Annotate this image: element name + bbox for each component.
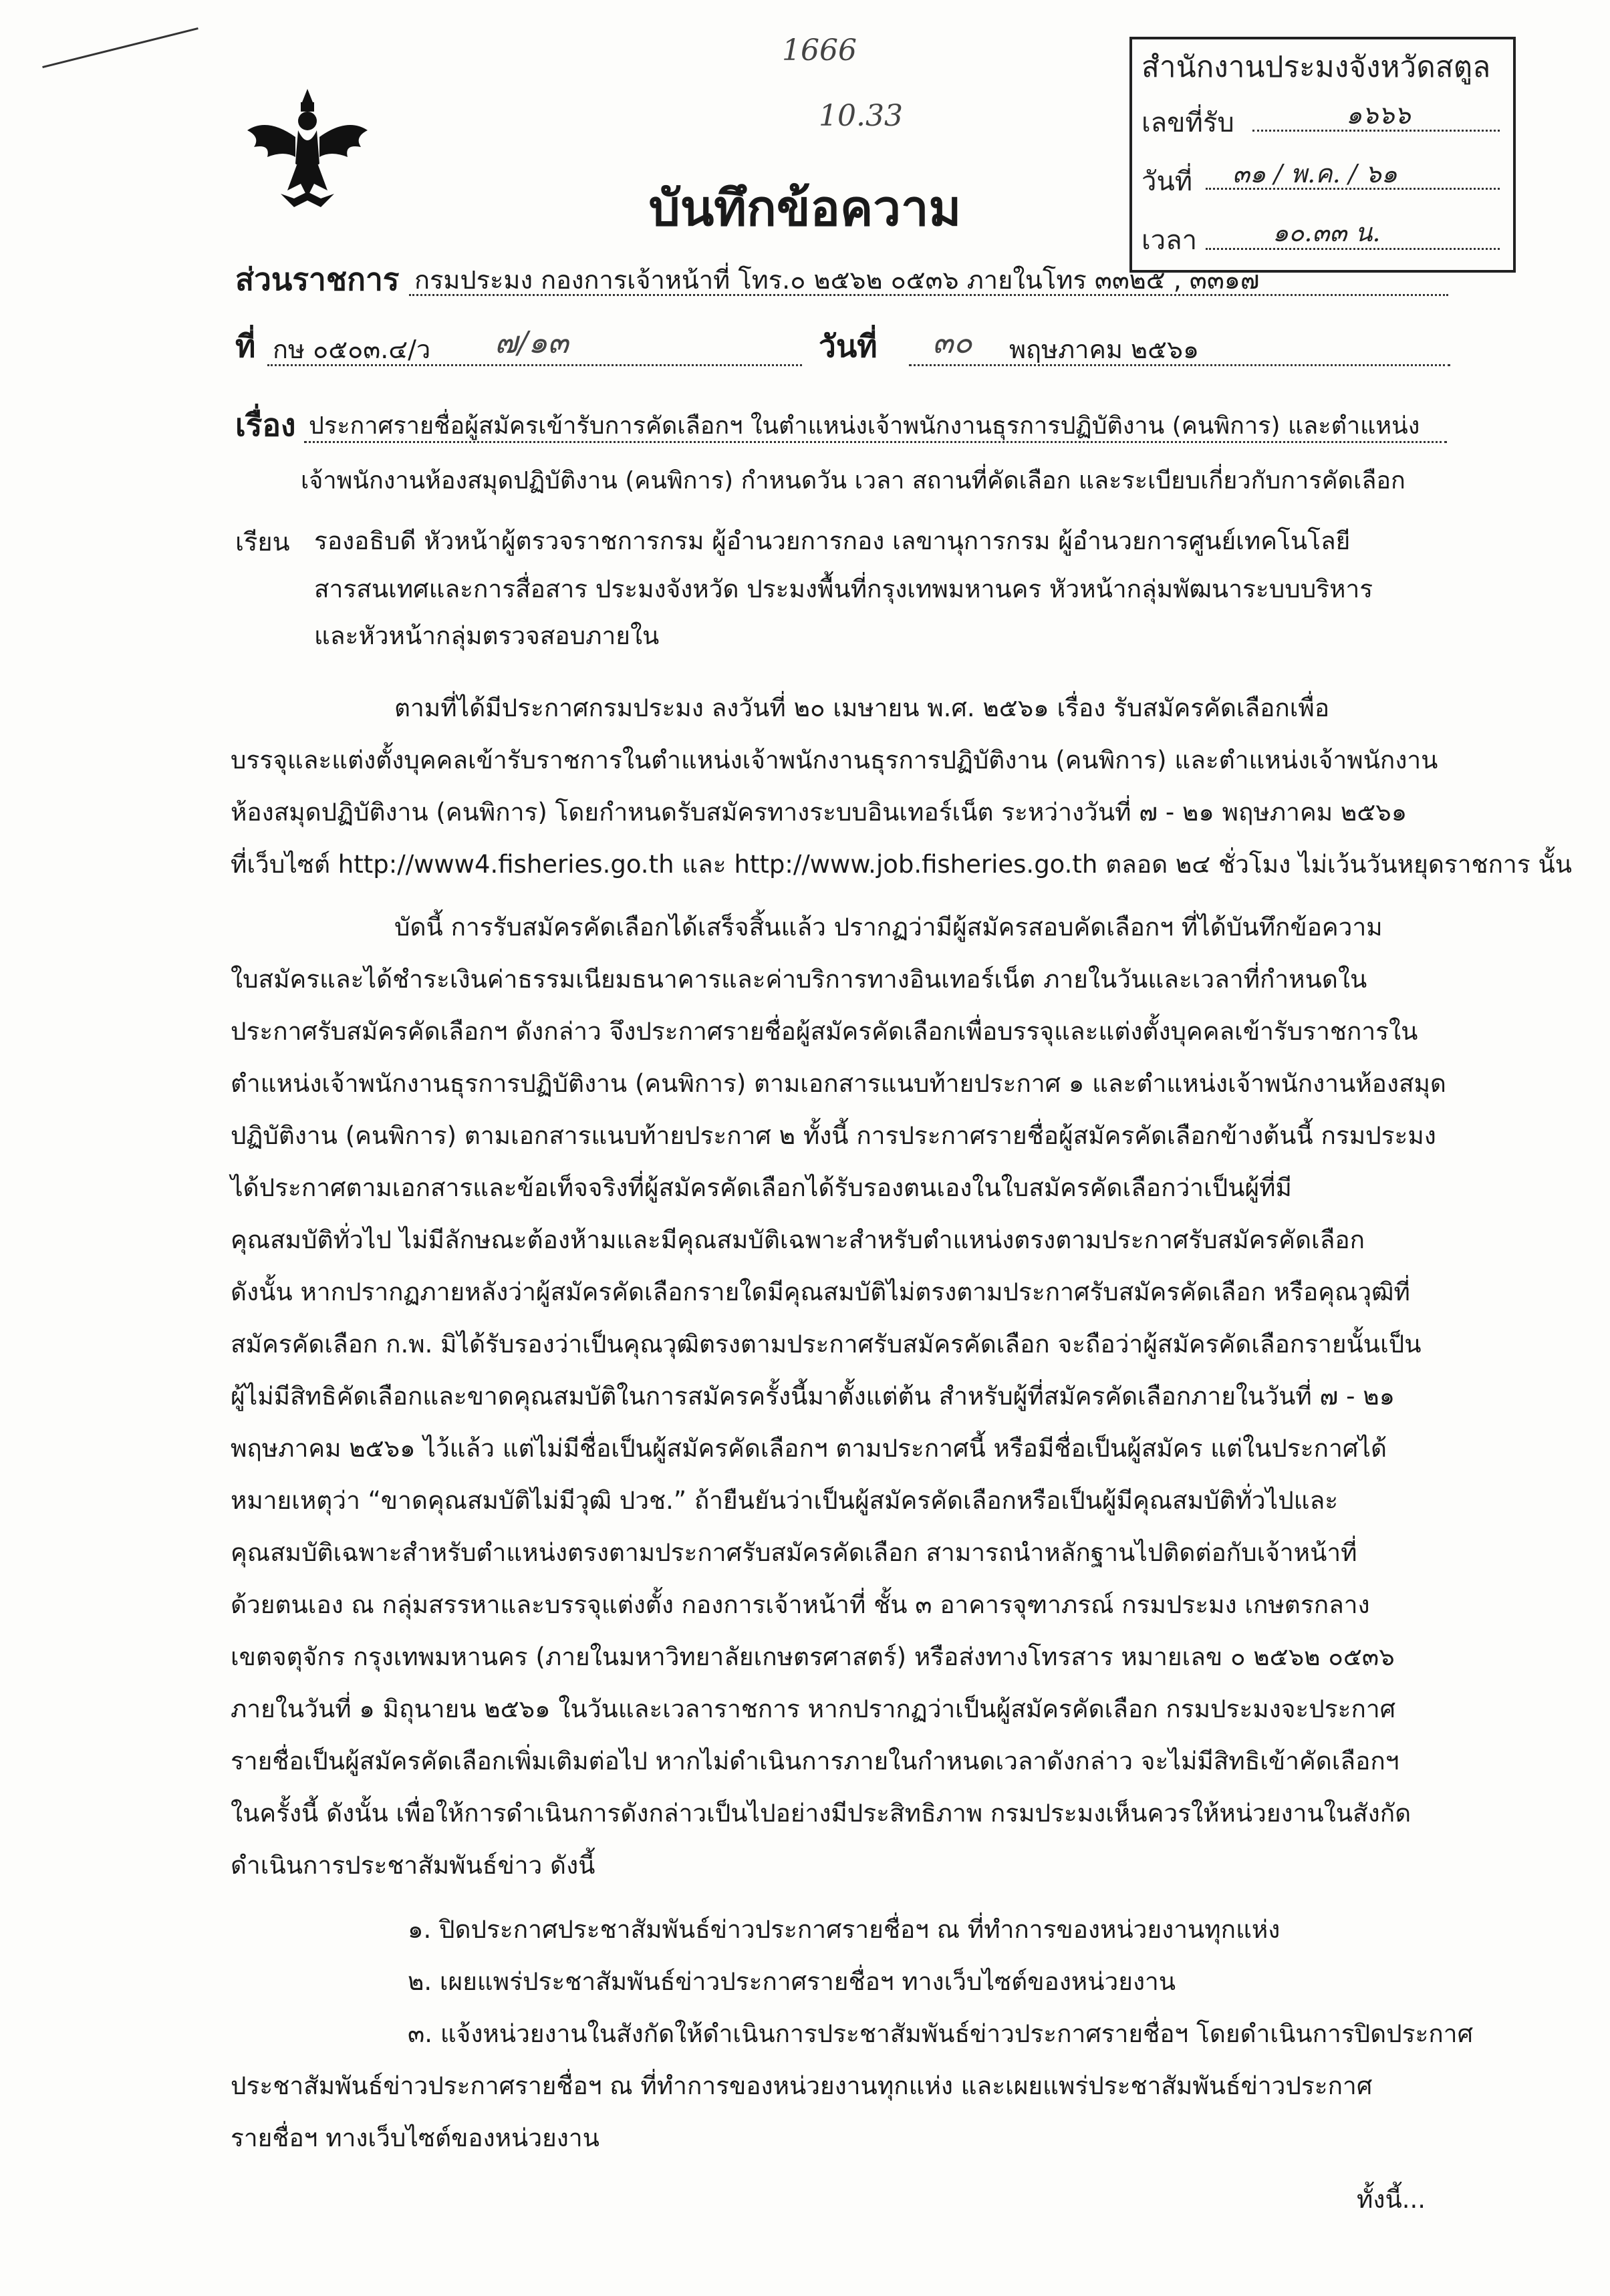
paragraph-line: ห้องสมุดปฏิบัติงาน (คนพิการ) โดยกำหนดรับสมัครทางระบบอินเทอร์เน็ต ระหว่างวันที่ ๗ - ๒๑ พฤษภาคม ๒๕๖๑ (231, 798, 1407, 827)
stamp-date-label: วันที่ (1142, 166, 1193, 197)
list-item-continued: รายชื่อฯ ทางเว็บไซต์ของหน่วยงาน (231, 2124, 599, 2152)
paragraph-line: ด้วยตนเอง ณ กลุ่มสรรหาและบรรจุแต่งตั้ง กองการเจ้าหน้าที่ ชั้น ๓ อาคารจุฑาภรณ์ กรมประมง เกษตรกลาง (231, 1590, 1370, 1619)
paragraph-line: ดำเนินการประชาสัมพันธ์ข่าว ดังนี้ (231, 1851, 595, 1880)
paragraph-line: รายชื่อเป็นผู้สมัครคัดเลือกเพิ่มเติมต่อไป หากไม่ดำเนินการภายในกำหนดเวลาดังกล่าว จะไม่มีสิทธิเข้าคัดเลือกฯ (231, 1747, 1399, 1775)
paragraph-line: บรรจุและแต่งตั้งบุคคลเข้ารับราชการในตำแหน่งเจ้าพนักงานธุรการปฏิบัติงาน (คนพิการ) และตำแหน่งเจ้าพนักงาน (231, 746, 1438, 774)
paragraph-line: ตามที่ได้มีประกาศกรมประมง ลงวันที่ ๒๐ เมษายน พ.ศ. ๒๕๖๑ เรื่อง รับสมัครคัดเลือกเพื่อ (394, 694, 1330, 722)
paragraph-line: ในครั้งนี้ ดังนั้น เพื่อให้การดำเนินการดังกล่าวเป็นไปอย่างมีประสิทธิภาพ กรมประมงเห็นควรให้หน่วยงานในสังกัด (231, 1799, 1412, 1828)
continuation-marker: ทั้งนี้... (1357, 2185, 1426, 2214)
stamp-time-label: เวลา (1142, 225, 1198, 256)
page-title: บันทึกข้อความ (648, 180, 962, 237)
stamp-time-value: ๑๐.๓๓ น. (1272, 218, 1381, 247)
ref-handwritten: ๗/๑๓ (495, 324, 569, 360)
paragraph-line: ประกาศรับสมัครคัดเลือกฯ ดังกล่าว จึงประกาศรายชื่อผู้สมัครคัดเลือกเพื่อบรรจุและแต่งตั้งบุคคลเข้ารับราชการใน (231, 1017, 1418, 1046)
subject-label: เรื่อง (235, 407, 296, 443)
date-value: พฤษภาคม ๒๕๖๑ (1009, 335, 1200, 364)
agency-value: กรมประมง กองการเจ้าหน้าที่ โทร.๐ ๒๕๖๒ ๐๕๓๖ ภายในโทร ๓๓๒๕ , ๓๓๑๗ (414, 265, 1260, 295)
paragraph-line: ใบสมัครและได้ชำระเงินค่าธรรมเนียมธนาคารและค่าบริการทางอินเทอร์เน็ต ภายในวันและเวลาที่กำหนดใน (231, 965, 1367, 994)
paragraph-line: ผู้ไม่มีสิทธิคัดเลือกและขาดคุณสมบัติในการสมัครครั้งนี้มาตั้งแต่ต้น สำหรับผู้ที่สมัครคัดเลือกภายในวันที่ ๗ - ๒๑ (231, 1382, 1395, 1411)
paragraph-line: หมายเหตุว่า “ขาดคุณสมบัติไม่มีวุฒิ ปวช.” ถ้ายืนยันว่าเป็นผู้สมัครคัดเลือกหรือเป็นผู้มีคุณสมบัติทั่วไปและ (231, 1486, 1339, 1515)
list-item-continued: ประชาสัมพันธ์ข่าวประกาศรายชื่อฯ ณ ที่ทำการของหน่วยงานทุกแห่ง และเผยแพร่ประชาสัมพันธ์ข่าวประกาศ (231, 2071, 1373, 2100)
paragraph-line: เขตจตุจักร กรุงเทพมหานคร (ภายในมหาวิทยาลัยเกษตรศาสตร์) หรือส่งทางโทรสาร หมายเลข ๐ ๒๕๖๒ ๐๕๓๖ (231, 1642, 1395, 1671)
paragraph-line: พฤษภาคม ๒๕๖๑ ไว้แล้ว แต่ไม่มีชื่อเป็นผู้สมัครคัดเลือกฯ ตามประกาศนี้ หรือมีชื่อเป็นผู้สมัคร แต่ในประกาศได้ (231, 1434, 1387, 1463)
stamp-no-value: ๑๖๖๖ (1346, 100, 1411, 130)
ref-value: กษ ๐๕๐๓.๔/ว (273, 335, 431, 364)
paragraph-line: ได้ประกาศตามเอกสารและข้อเท็จจริงที่ผู้สมัครคัดเลือกได้รับรองตนเองในใบสมัครคัดเลือกว่าเป็นผู้ที่มี (231, 1173, 1292, 1202)
paragraph-line: คุณสมบัติเฉพาะสำหรับตำแหน่งตรงตามประกาศรับสมัครคัดเลือก สามารถนำหลักฐานไปติดต่อกับเจ้าหน้าที่ (231, 1538, 1357, 1567)
list-item: ๑. ปิดประกาศประชาสัมพันธ์ข่าวประกาศรายชื่อฯ ณ ที่ทำการของหน่วยงานทุกแห่ง (408, 1915, 1281, 1944)
date-handwritten: ๓๐ (932, 324, 972, 360)
to-line-1: รองอธิบดี หัวหน้าผู้ตรวจราชการกรม ผู้อำนวยการกอง เลขานุการกรม ผู้อำนวยการศูนย์เทคโนโลยี (314, 527, 1351, 555)
list-item: ๒. เผยแพร่ประชาสัมพันธ์ข่าวประกาศรายชื่อฯ ทางเว็บไซต์ของหน่วยงาน (408, 1967, 1176, 1996)
paragraph-line: สมัครคัดเลือก ก.พ. มิได้รับรองว่าเป็นคุณวุฒิตรงตามประกาศรับสมัครคัดเลือก จะถือว่าผู้สมัครคัดเลือกรายนั้นเป็น (231, 1330, 1422, 1358)
stamp-org: สำนักงานประมงจังหวัดสตูล (1142, 50, 1491, 84)
paragraph-line: บัดนี้ การรับสมัครคัดเลือกได้เสร็จสิ้นแล้ว ปรากฏว่ามีผู้สมัครสอบคัดเลือกฯ ที่ได้บันทึกข้อความ (394, 913, 1383, 942)
ref-label: ที่ (235, 328, 256, 364)
agency-label: ส่วนราชการ (235, 261, 400, 297)
list-item: ๓. แจ้งหน่วยงานในสังกัดให้ดำเนินการประชาสัมพันธ์ข่าวประกาศรายชื่อฯ โดยดำเนินการปิดประกาศ (408, 2019, 1474, 2048)
handwritten-note-time: 10.33 (819, 99, 903, 133)
to-line-2: สารสนเทศและการสื่อสาร ประมงจังหวัด ประมงพื้นที่กรุงเทพมหานคร หัวหน้ากลุ่มพัฒนาระบบบริหาร (314, 575, 1373, 603)
paragraph-line: ดังนั้น หากปรากฏภายหลังว่าผู้สมัครคัดเลือกรายใดมีคุณสมบัติไม่ตรงตามประกาศรับสมัครคัดเลือก หรือคุณวุฒิที่ (231, 1278, 1410, 1306)
to-line-3: และหัวหน้ากลุ่มตรวจสอบภายใน (314, 621, 660, 650)
paragraph-line: ภายในวันที่ ๑ มิถุนายน ๒๕๖๑ ในวันและเวลาราชการ หากปรากฏว่าเป็นผู้สมัครคัดเลือก กรมประมงจะประกาศ (231, 1695, 1396, 1723)
to-label: เรียน (235, 527, 290, 557)
handwritten-note-number: 1666 (782, 33, 857, 67)
paragraph-line: ปฏิบัติงาน (คนพิการ) ตามเอกสารแนบท้ายประกาศ ๒ ทั้งนี้ การประกาศรายชื่อผู้สมัครคัดเลือกข้างต้นนี้ กรมประมง (231, 1121, 1436, 1150)
subject-line-2: เจ้าพนักงานห้องสมุดปฏิบัติงาน (คนพิการ) กำหนดวัน เวลา สถานที่คัดเลือก และระเบียบเกี่ยวกับการคัดเลือก (301, 467, 1405, 494)
stamp-date-value: ๓๑ / พ.ค. / ๖๑ (1232, 159, 1397, 188)
paragraph-line: ตำแหน่งเจ้าพนักงานธุรการปฏิบัติงาน (คนพิการ) ตามเอกสารแนบท้ายประกาศ ๑ และตำแหน่งเจ้าพนักงานห้องสมุด (231, 1069, 1446, 1098)
paragraph-line: คุณสมบัติทั่วไป ไม่มีลักษณะต้องห้ามและมีคุณสมบัติเฉพาะสำหรับตำแหน่งตรงตามประกาศรับสมัครคัดเลือก (231, 1226, 1365, 1254)
stamp-no-label: เลขที่รับ (1142, 108, 1234, 138)
date-label: วันที่ (819, 328, 878, 364)
subject-line-1: ประกาศรายชื่อผู้สมัครเข้ารับการคัดเลือกฯ ในตำแหน่งเจ้าพนักงานธุรการปฏิบัติงาน (คนพิการ) และตำแหน่ง (309, 412, 1420, 440)
pen-stroke (42, 27, 198, 68)
paragraph-line: ที่เว็บไซต์ http://www4.fisheries.go.th และ http://www.job.fisheries.go.th ตลอด ๒๔ ชั่วโมง ไม่เว้นวันหยุดราชการ นั้น (231, 850, 1573, 879)
